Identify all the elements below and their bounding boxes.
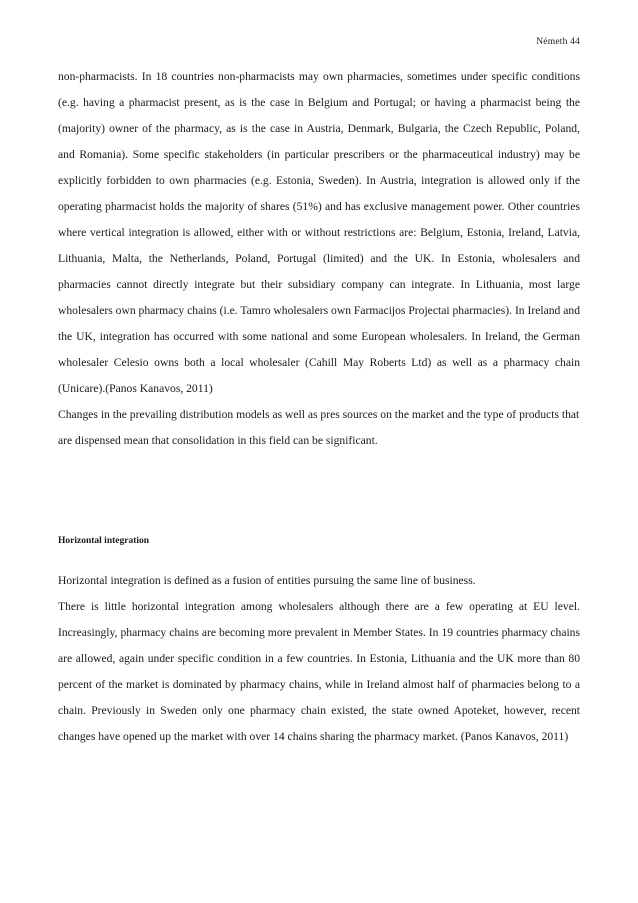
paragraph: Changes in the prevailing distribution models as well as pres sources on the market and the type of products that are dispensed mean that consolidation in this field can be significant. bbox=[58, 408, 580, 447]
paragraph: Horizontal integration is defined as a fusion of entities pursuing the same line of business. bbox=[58, 574, 476, 587]
paragraph: There is little horizontal integration among wholesalers although there are a few operating at EU level. Increasingly, pharmacy chains are becoming more prevalent in Member States. In 19 countries pharmacy chains are allowed, again under specific condition in a few countries. In Estonia, Lithuania and the UK more than 80 percent of the market is dominated by pharmacy chains, while in Ireland almost half of pharmacies belong to a chain. Previously in Sweden only one pharmacy chain existed, the state owned Apoteket, however, recent changes have opened up the market with over 14 chains sharing the pharmacy market. (Panos Kanavos, 2011) bbox=[58, 600, 580, 743]
section-heading-horizontal-integration: Horizontal integration bbox=[58, 536, 150, 546]
section-vertical-integration-body bbox=[58, 64, 580, 454]
page-header-author-page-number: Németh 44 bbox=[536, 37, 580, 47]
section-horizontal-integration-body bbox=[58, 568, 580, 750]
paragraph: non-pharmacists. In 18 countries non-pharmacists may own pharmacies, sometimes under specific conditions (e.g. having a pharmacist present, as is the case in Belgium and Portugal; or having a pharmacist being the (majority) owner of the pharmacy, as is the case in Austria, Denmark, Bulgaria, the Czech Republic, Poland, and Romania). Some specific stakeholders (in particular prescribers or the pharmaceutical industry) may be explicitly forbidden to own pharmacies (e.g. Estonia, Sweden). In Austria, integration is allowed only if the operating pharmacist holds the majority of shares (51%) and has exclusive management power. Other countries where vertical integration is allowed, either with or without restrictions are: Belgium, Estonia, Ireland, Latvia, Lithuania, Malta, the Netherlands, Poland, Portugal (limited) and the UK. In Estonia, wholesalers and pharmacies cannot directly integrate but their subsidiary company can integrate. In Lithuania, most large wholesalers own pharmacy chains (i.e. Tamro wholesalers own Farmacijos Projectai pharmacies). In Ireland and the UK, integration has occurred with some national and some European wholesalers. In Ireland, the German wholesaler Celesio owns both a local wholesaler (Cahill May Roberts Ltd) as well as a pharmacy chain (Unicare).(Panos Kanavos, 2011) bbox=[58, 70, 580, 395]
